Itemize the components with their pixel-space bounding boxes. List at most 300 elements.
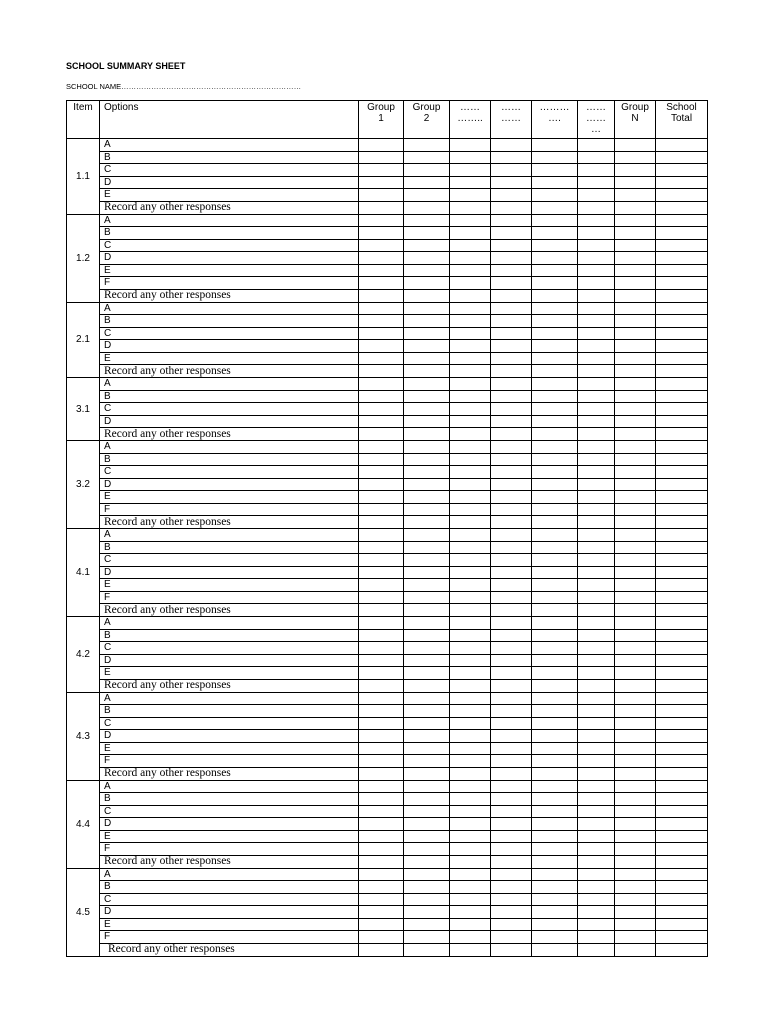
- tally-cell[interactable]: [532, 742, 578, 755]
- tally-cell[interactable]: [578, 428, 615, 441]
- tally-cell[interactable]: [656, 730, 708, 743]
- tally-cell[interactable]: [450, 717, 491, 730]
- tally-cell[interactable]: [450, 151, 491, 164]
- tally-cell[interactable]: [359, 277, 404, 290]
- tally-cell[interactable]: [450, 818, 491, 831]
- tally-cell[interactable]: [491, 289, 532, 302]
- tally-cell[interactable]: [404, 830, 450, 843]
- tally-cell[interactable]: [656, 201, 708, 214]
- tally-cell[interactable]: [532, 855, 578, 868]
- tally-cell[interactable]: [656, 679, 708, 692]
- tally-cell[interactable]: [404, 315, 450, 328]
- tally-cell[interactable]: [532, 805, 578, 818]
- tally-cell[interactable]: [450, 629, 491, 642]
- tally-cell[interactable]: [450, 730, 491, 743]
- tally-cell[interactable]: [491, 164, 532, 177]
- tally-cell[interactable]: [450, 201, 491, 214]
- tally-cell[interactable]: [656, 604, 708, 617]
- tally-cell[interactable]: [615, 818, 656, 831]
- tally-cell[interactable]: [656, 692, 708, 705]
- tally-cell[interactable]: [615, 214, 656, 227]
- tally-cell[interactable]: [359, 327, 404, 340]
- tally-cell[interactable]: [404, 730, 450, 743]
- tally-cell[interactable]: [450, 793, 491, 806]
- tally-cell[interactable]: [404, 617, 450, 630]
- tally-cell[interactable]: [615, 579, 656, 592]
- tally-cell[interactable]: [404, 742, 450, 755]
- tally-cell[interactable]: [450, 755, 491, 768]
- tally-cell[interactable]: [491, 805, 532, 818]
- tally-cell[interactable]: [450, 566, 491, 579]
- tally-cell[interactable]: [450, 554, 491, 567]
- tally-cell[interactable]: [491, 378, 532, 391]
- tally-cell[interactable]: [404, 554, 450, 567]
- tally-cell[interactable]: [491, 667, 532, 680]
- tally-cell[interactable]: [450, 415, 491, 428]
- tally-cell[interactable]: [532, 214, 578, 227]
- tally-cell[interactable]: [656, 868, 708, 881]
- tally-cell[interactable]: [578, 214, 615, 227]
- tally-cell[interactable]: [404, 805, 450, 818]
- tally-cell[interactable]: [532, 327, 578, 340]
- tally-cell[interactable]: [491, 843, 532, 856]
- tally-cell[interactable]: [404, 277, 450, 290]
- tally-cell[interactable]: [656, 855, 708, 868]
- tally-cell[interactable]: [656, 428, 708, 441]
- tally-cell[interactable]: [404, 654, 450, 667]
- tally-cell[interactable]: [578, 378, 615, 391]
- tally-cell[interactable]: [532, 755, 578, 768]
- tally-cell[interactable]: [359, 881, 404, 894]
- tally-cell[interactable]: [532, 843, 578, 856]
- tally-cell[interactable]: [404, 327, 450, 340]
- tally-cell[interactable]: [532, 906, 578, 919]
- tally-cell[interactable]: [359, 591, 404, 604]
- tally-cell[interactable]: [491, 151, 532, 164]
- tally-cell[interactable]: [615, 189, 656, 202]
- tally-cell[interactable]: [578, 390, 615, 403]
- tally-cell[interactable]: [656, 654, 708, 667]
- tally-cell[interactable]: [450, 214, 491, 227]
- tally-cell[interactable]: [656, 617, 708, 630]
- tally-cell[interactable]: [491, 503, 532, 516]
- tally-cell[interactable]: [404, 289, 450, 302]
- tally-cell[interactable]: [450, 931, 491, 944]
- tally-cell[interactable]: [404, 151, 450, 164]
- tally-cell[interactable]: [578, 227, 615, 240]
- tally-cell[interactable]: [656, 931, 708, 944]
- tally-cell[interactable]: [656, 667, 708, 680]
- tally-cell[interactable]: [404, 679, 450, 692]
- tally-cell[interactable]: [450, 881, 491, 894]
- tally-cell[interactable]: [656, 529, 708, 542]
- tally-cell[interactable]: [578, 453, 615, 466]
- tally-cell[interactable]: [615, 378, 656, 391]
- tally-cell[interactable]: [491, 918, 532, 931]
- tally-cell[interactable]: [532, 541, 578, 554]
- tally-cell[interactable]: [450, 289, 491, 302]
- tally-cell[interactable]: [450, 591, 491, 604]
- tally-cell[interactable]: [532, 340, 578, 353]
- tally-cell[interactable]: [491, 491, 532, 504]
- tally-cell[interactable]: [359, 189, 404, 202]
- tally-cell[interactable]: [359, 893, 404, 906]
- tally-cell[interactable]: [450, 516, 491, 529]
- tally-cell[interactable]: [404, 441, 450, 454]
- tally-cell[interactable]: [656, 566, 708, 579]
- tally-cell[interactable]: [615, 667, 656, 680]
- tally-cell[interactable]: [359, 352, 404, 365]
- tally-cell[interactable]: [656, 352, 708, 365]
- tally-cell[interactable]: [532, 478, 578, 491]
- tally-cell[interactable]: [404, 780, 450, 793]
- tally-cell[interactable]: [404, 264, 450, 277]
- tally-cell[interactable]: [450, 604, 491, 617]
- tally-cell[interactable]: [404, 201, 450, 214]
- tally-cell[interactable]: [656, 767, 708, 780]
- tally-cell[interactable]: [450, 491, 491, 504]
- tally-cell[interactable]: [578, 352, 615, 365]
- tally-cell[interactable]: [359, 227, 404, 240]
- tally-cell[interactable]: [359, 139, 404, 152]
- tally-cell[interactable]: [404, 931, 450, 944]
- tally-cell[interactable]: [491, 466, 532, 479]
- tally-cell[interactable]: [450, 679, 491, 692]
- tally-cell[interactable]: [578, 441, 615, 454]
- tally-cell[interactable]: [404, 591, 450, 604]
- tally-cell[interactable]: [656, 541, 708, 554]
- tally-cell[interactable]: [491, 793, 532, 806]
- tally-cell[interactable]: [450, 466, 491, 479]
- tally-cell[interactable]: [656, 403, 708, 416]
- tally-cell[interactable]: [532, 730, 578, 743]
- tally-cell[interactable]: [532, 428, 578, 441]
- tally-cell[interactable]: [491, 529, 532, 542]
- tally-cell[interactable]: [359, 164, 404, 177]
- tally-cell[interactable]: [491, 579, 532, 592]
- tally-cell[interactable]: [578, 830, 615, 843]
- tally-cell[interactable]: [450, 541, 491, 554]
- tally-cell[interactable]: [359, 201, 404, 214]
- tally-cell[interactable]: [578, 277, 615, 290]
- tally-cell[interactable]: [532, 302, 578, 315]
- tally-cell[interactable]: [532, 441, 578, 454]
- tally-cell[interactable]: [359, 629, 404, 642]
- tally-cell[interactable]: [359, 642, 404, 655]
- tally-cell[interactable]: [450, 239, 491, 252]
- tally-cell[interactable]: [615, 176, 656, 189]
- tally-cell[interactable]: [656, 302, 708, 315]
- tally-cell[interactable]: [615, 403, 656, 416]
- tally-cell[interactable]: [359, 805, 404, 818]
- tally-cell[interactable]: [491, 755, 532, 768]
- tally-cell[interactable]: [656, 755, 708, 768]
- tally-cell[interactable]: [359, 868, 404, 881]
- tally-cell[interactable]: [450, 579, 491, 592]
- tally-cell[interactable]: [615, 617, 656, 630]
- tally-cell[interactable]: [615, 629, 656, 642]
- tally-cell[interactable]: [656, 742, 708, 755]
- tally-cell[interactable]: [491, 441, 532, 454]
- tally-cell[interactable]: [359, 793, 404, 806]
- tally-cell[interactable]: [532, 503, 578, 516]
- tally-cell[interactable]: [532, 868, 578, 881]
- tally-cell[interactable]: [615, 893, 656, 906]
- tally-cell[interactable]: [359, 315, 404, 328]
- tally-cell[interactable]: [578, 252, 615, 265]
- tally-cell[interactable]: [615, 529, 656, 542]
- tally-cell[interactable]: [359, 390, 404, 403]
- tally-cell[interactable]: [615, 541, 656, 554]
- tally-cell[interactable]: [578, 340, 615, 353]
- tally-cell[interactable]: [359, 931, 404, 944]
- tally-cell[interactable]: [578, 541, 615, 554]
- tally-cell[interactable]: [359, 239, 404, 252]
- tally-cell[interactable]: [578, 881, 615, 894]
- tally-cell[interactable]: [615, 642, 656, 655]
- tally-cell[interactable]: [578, 365, 615, 378]
- tally-cell[interactable]: [532, 705, 578, 718]
- tally-cell[interactable]: [578, 931, 615, 944]
- tally-cell[interactable]: [615, 365, 656, 378]
- tally-cell[interactable]: [359, 491, 404, 504]
- tally-cell[interactable]: [532, 591, 578, 604]
- tally-cell[interactable]: [578, 893, 615, 906]
- tally-cell[interactable]: [359, 843, 404, 856]
- tally-cell[interactable]: [615, 415, 656, 428]
- tally-cell[interactable]: [615, 340, 656, 353]
- tally-cell[interactable]: [615, 239, 656, 252]
- tally-cell[interactable]: [656, 466, 708, 479]
- tally-cell[interactable]: [656, 793, 708, 806]
- tally-cell[interactable]: [578, 767, 615, 780]
- tally-cell[interactable]: [404, 516, 450, 529]
- tally-cell[interactable]: [578, 591, 615, 604]
- tally-cell[interactable]: [491, 403, 532, 416]
- tally-cell[interactable]: [450, 617, 491, 630]
- tally-cell[interactable]: [578, 805, 615, 818]
- tally-cell[interactable]: [450, 893, 491, 906]
- tally-cell[interactable]: [404, 918, 450, 931]
- tally-cell[interactable]: [404, 453, 450, 466]
- tally-cell[interactable]: [491, 818, 532, 831]
- tally-cell[interactable]: [615, 289, 656, 302]
- tally-cell[interactable]: [359, 529, 404, 542]
- tally-cell[interactable]: [656, 579, 708, 592]
- tally-cell[interactable]: [578, 466, 615, 479]
- tally-cell[interactable]: [578, 943, 615, 956]
- tally-cell[interactable]: [491, 214, 532, 227]
- tally-cell[interactable]: [450, 642, 491, 655]
- tally-cell[interactable]: [404, 214, 450, 227]
- tally-cell[interactable]: [359, 692, 404, 705]
- tally-cell[interactable]: [615, 855, 656, 868]
- tally-cell[interactable]: [450, 906, 491, 919]
- tally-cell[interactable]: [450, 315, 491, 328]
- tally-cell[interactable]: [532, 390, 578, 403]
- tally-cell[interactable]: [491, 830, 532, 843]
- tally-cell[interactable]: [615, 654, 656, 667]
- tally-cell[interactable]: [615, 503, 656, 516]
- tally-cell[interactable]: [404, 164, 450, 177]
- tally-cell[interactable]: [450, 327, 491, 340]
- tally-cell[interactable]: [615, 302, 656, 315]
- tally-cell[interactable]: [656, 918, 708, 931]
- tally-cell[interactable]: [656, 705, 708, 718]
- tally-cell[interactable]: [491, 352, 532, 365]
- tally-cell[interactable]: [450, 742, 491, 755]
- tally-cell[interactable]: [450, 654, 491, 667]
- tally-cell[interactable]: [404, 705, 450, 718]
- tally-cell[interactable]: [450, 302, 491, 315]
- tally-cell[interactable]: [578, 315, 615, 328]
- tally-cell[interactable]: [532, 943, 578, 956]
- tally-cell[interactable]: [615, 453, 656, 466]
- tally-cell[interactable]: [404, 541, 450, 554]
- tally-cell[interactable]: [404, 491, 450, 504]
- tally-cell[interactable]: [450, 403, 491, 416]
- tally-cell[interactable]: [404, 378, 450, 391]
- tally-cell[interactable]: [450, 843, 491, 856]
- tally-cell[interactable]: [656, 642, 708, 655]
- tally-cell[interactable]: [615, 604, 656, 617]
- tally-cell[interactable]: [359, 289, 404, 302]
- tally-cell[interactable]: [532, 415, 578, 428]
- tally-cell[interactable]: [450, 352, 491, 365]
- tally-cell[interactable]: [404, 667, 450, 680]
- tally-cell[interactable]: [615, 478, 656, 491]
- tally-cell[interactable]: [450, 441, 491, 454]
- tally-cell[interactable]: [656, 252, 708, 265]
- tally-cell[interactable]: [578, 302, 615, 315]
- tally-cell[interactable]: [615, 352, 656, 365]
- tally-cell[interactable]: [359, 705, 404, 718]
- tally-cell[interactable]: [359, 478, 404, 491]
- tally-cell[interactable]: [532, 352, 578, 365]
- tally-cell[interactable]: [404, 755, 450, 768]
- tally-cell[interactable]: [578, 629, 615, 642]
- tally-cell[interactable]: [578, 139, 615, 152]
- tally-cell[interactable]: [491, 201, 532, 214]
- tally-cell[interactable]: [532, 378, 578, 391]
- tally-cell[interactable]: [491, 591, 532, 604]
- tally-cell[interactable]: [491, 730, 532, 743]
- tally-cell[interactable]: [404, 352, 450, 365]
- tally-cell[interactable]: [359, 767, 404, 780]
- tally-cell[interactable]: [615, 139, 656, 152]
- tally-cell[interactable]: [491, 554, 532, 567]
- tally-cell[interactable]: [359, 466, 404, 479]
- tally-cell[interactable]: [450, 943, 491, 956]
- tally-cell[interactable]: [656, 378, 708, 391]
- tally-cell[interactable]: [404, 843, 450, 856]
- tally-cell[interactable]: [532, 289, 578, 302]
- tally-cell[interactable]: [578, 855, 615, 868]
- tally-cell[interactable]: [532, 604, 578, 617]
- tally-cell[interactable]: [491, 340, 532, 353]
- tally-cell[interactable]: [578, 742, 615, 755]
- tally-cell[interactable]: [615, 805, 656, 818]
- tally-cell[interactable]: [404, 767, 450, 780]
- tally-cell[interactable]: [578, 906, 615, 919]
- tally-cell[interactable]: [450, 478, 491, 491]
- tally-cell[interactable]: [615, 315, 656, 328]
- tally-cell[interactable]: [450, 378, 491, 391]
- tally-cell[interactable]: [656, 189, 708, 202]
- tally-cell[interactable]: [615, 516, 656, 529]
- tally-cell[interactable]: [656, 491, 708, 504]
- tally-cell[interactable]: [656, 176, 708, 189]
- tally-cell[interactable]: [615, 843, 656, 856]
- tally-cell[interactable]: [656, 503, 708, 516]
- tally-cell[interactable]: [404, 403, 450, 416]
- tally-cell[interactable]: [404, 604, 450, 617]
- tally-cell[interactable]: [578, 730, 615, 743]
- tally-cell[interactable]: [491, 566, 532, 579]
- tally-cell[interactable]: [491, 302, 532, 315]
- tally-cell[interactable]: [491, 780, 532, 793]
- tally-cell[interactable]: [532, 692, 578, 705]
- tally-cell[interactable]: [532, 403, 578, 416]
- tally-cell[interactable]: [404, 415, 450, 428]
- tally-cell[interactable]: [450, 340, 491, 353]
- tally-cell[interactable]: [615, 566, 656, 579]
- tally-cell[interactable]: [578, 679, 615, 692]
- tally-cell[interactable]: [450, 428, 491, 441]
- tally-cell[interactable]: [359, 453, 404, 466]
- tally-cell[interactable]: [491, 516, 532, 529]
- tally-cell[interactable]: [450, 503, 491, 516]
- tally-cell[interactable]: [491, 617, 532, 630]
- tally-cell[interactable]: [491, 868, 532, 881]
- tally-cell[interactable]: [404, 478, 450, 491]
- tally-cell[interactable]: [615, 705, 656, 718]
- tally-cell[interactable]: [578, 755, 615, 768]
- tally-cell[interactable]: [532, 793, 578, 806]
- tally-cell[interactable]: [491, 327, 532, 340]
- tally-cell[interactable]: [578, 239, 615, 252]
- tally-cell[interactable]: [615, 918, 656, 931]
- tally-cell[interactable]: [359, 252, 404, 265]
- tally-cell[interactable]: [615, 277, 656, 290]
- tally-cell[interactable]: [404, 717, 450, 730]
- tally-cell[interactable]: [404, 529, 450, 542]
- tally-cell[interactable]: [491, 315, 532, 328]
- tally-cell[interactable]: [656, 264, 708, 277]
- tally-cell[interactable]: [359, 302, 404, 315]
- tally-cell[interactable]: [491, 654, 532, 667]
- tally-cell[interactable]: [404, 390, 450, 403]
- tally-cell[interactable]: [450, 780, 491, 793]
- tally-cell[interactable]: [656, 717, 708, 730]
- tally-cell[interactable]: [532, 629, 578, 642]
- tally-cell[interactable]: [615, 943, 656, 956]
- tally-cell[interactable]: [491, 692, 532, 705]
- tally-cell[interactable]: [359, 176, 404, 189]
- tally-cell[interactable]: [491, 415, 532, 428]
- tally-cell[interactable]: [615, 390, 656, 403]
- tally-cell[interactable]: [491, 893, 532, 906]
- tally-cell[interactable]: [359, 214, 404, 227]
- tally-cell[interactable]: [404, 340, 450, 353]
- tally-cell[interactable]: [532, 176, 578, 189]
- tally-cell[interactable]: [656, 830, 708, 843]
- tally-cell[interactable]: [491, 264, 532, 277]
- tally-cell[interactable]: [359, 943, 404, 956]
- tally-cell[interactable]: [491, 139, 532, 152]
- tally-cell[interactable]: [615, 428, 656, 441]
- tally-cell[interactable]: [404, 365, 450, 378]
